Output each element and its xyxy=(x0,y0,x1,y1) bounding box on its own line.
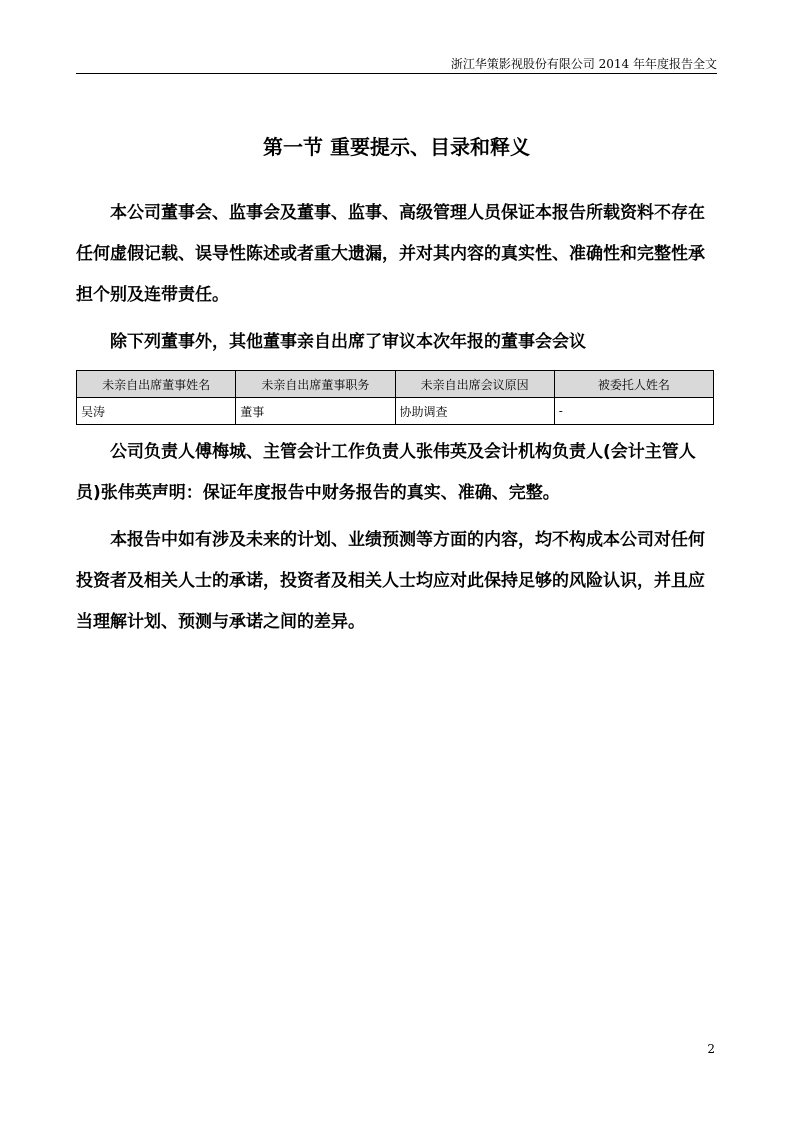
header-proxy-name: 被委托人姓名 xyxy=(554,371,713,398)
page-number: 2 xyxy=(707,1042,715,1056)
forward-looking-disclaimer: 本报告中如有涉及未来的计划、业绩预测等方面的内容，均不构成本公司对任何投资者及相关人士的承诺，投资者及相关人士均应对此保持足够的风险认识，并且应当理解计划、预测与承诺之间的差异。 xyxy=(76,530,705,632)
table-row xyxy=(77,398,714,425)
section-title: 第一节 重要提示、目录和释义 xyxy=(263,135,530,159)
table-header-row xyxy=(77,371,714,398)
cell-absence-reason: 协助调查 xyxy=(395,398,554,425)
cell-director-position: 董事 xyxy=(236,398,395,425)
responsibility-statement: 本公司董事会、监事会及董事、监事、高级管理人员保证本报告所载资料不存在任何虚假记载、误导性陈述或者重大遗漏，并对其内容的真实性、准确性和完整性承担个别及连带责任。 xyxy=(76,203,705,305)
header-absent-director-name: 未亲自出席董事姓名 xyxy=(77,371,236,398)
financial-report-declaration: 公司负责人傅梅城、主管会计工作负责人张伟英及会计机构负责人(会计主管人员)张伟英声明：保证年度报告中财务报告的真实、准确、完整。 xyxy=(76,442,696,503)
header-divider xyxy=(76,73,717,74)
running-header: 浙江华策影视股份有限公司 2014 年年度报告全文 xyxy=(450,57,717,71)
absent-directors-table xyxy=(76,370,714,425)
cell-director-name: 吴涛 xyxy=(77,398,236,425)
cell-proxy-name: - xyxy=(554,398,713,425)
header-absence-reason: 未亲自出席会议原因 xyxy=(395,371,554,398)
absent-directors-intro: 除下列董事外，其他董事亲自出席了审议本次年报的董事会会议 xyxy=(110,332,586,352)
header-absent-director-position: 未亲自出席董事职务 xyxy=(236,371,395,398)
